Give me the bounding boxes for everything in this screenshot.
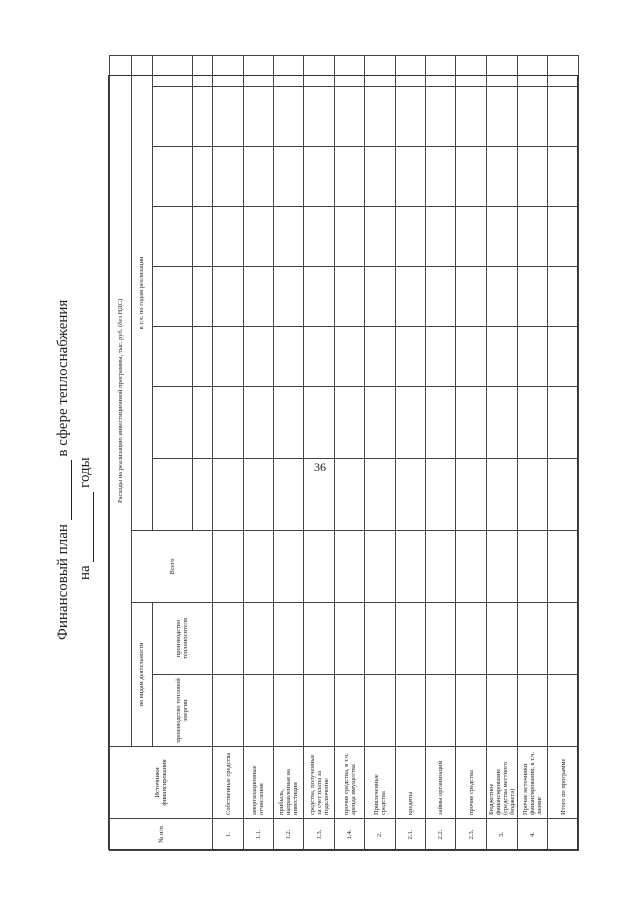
value-cell[interactable] (243, 603, 273, 675)
value-cell[interactable] (425, 55, 455, 86)
value-cell[interactable] (243, 55, 273, 86)
header-year-5b (193, 207, 213, 267)
value-cell[interactable] (548, 267, 579, 327)
row-label: прибыль, направленная на инвестиции (274, 747, 304, 819)
value-cell[interactable] (243, 87, 273, 147)
value-cell[interactable] (518, 459, 548, 531)
value-cell[interactable] (365, 87, 395, 147)
value-cell[interactable] (518, 603, 548, 675)
value-cell[interactable] (274, 387, 304, 459)
value-cell[interactable] (365, 267, 395, 327)
table-row (365, 55, 395, 850)
value-cell[interactable] (548, 87, 579, 147)
page-number: 36 (314, 460, 326, 474)
value-cell[interactable] (213, 327, 243, 387)
value-cell[interactable] (213, 603, 243, 675)
value-cell[interactable] (456, 387, 486, 459)
value-cell[interactable] (518, 87, 548, 147)
value-cell[interactable] (304, 147, 334, 207)
value-cell[interactable] (334, 327, 364, 387)
value-cell[interactable] (365, 55, 395, 86)
title-blank-field (57, 460, 72, 520)
value-cell[interactable] (425, 603, 455, 675)
row-number: 2.3. (456, 819, 486, 851)
value-cell[interactable] (304, 55, 334, 86)
value-cell[interactable] (365, 531, 395, 603)
value-cell[interactable] (334, 87, 364, 147)
value-cell[interactable] (425, 675, 455, 747)
value-cell[interactable] (518, 531, 548, 603)
value-cell[interactable] (395, 603, 425, 675)
value-cell[interactable] (365, 327, 395, 387)
value-cell[interactable] (213, 87, 243, 147)
value-cell[interactable] (548, 603, 579, 675)
value-cell[interactable] (334, 387, 364, 459)
value-cell[interactable] (456, 603, 486, 675)
value-cell[interactable] (213, 147, 243, 207)
value-cell[interactable] (548, 55, 579, 86)
value-cell[interactable] (274, 459, 304, 531)
value-cell[interactable] (334, 207, 364, 267)
value-cell[interactable] (456, 459, 486, 531)
header-by-activity: по видам деятельности (132, 603, 152, 747)
value-cell[interactable] (456, 55, 486, 86)
value-cell[interactable] (486, 603, 517, 675)
value-cell[interactable] (213, 675, 243, 747)
row-number (548, 819, 579, 851)
row-number: 1. (213, 819, 243, 851)
value-cell[interactable] (518, 327, 548, 387)
value-cell[interactable] (243, 207, 273, 267)
value-cell[interactable] (365, 207, 395, 267)
value-cell[interactable] (425, 147, 455, 207)
value-cell[interactable] (456, 147, 486, 207)
row-number: 4. (518, 819, 548, 851)
row-label: Бюджетное финансирование (средства местного бюджета) (486, 747, 517, 819)
value-cell[interactable] (548, 531, 579, 603)
value-cell[interactable] (243, 267, 273, 327)
value-cell[interactable] (518, 147, 548, 207)
value-cell[interactable] (548, 147, 579, 207)
value-cell[interactable] (274, 147, 304, 207)
value-cell[interactable] (274, 603, 304, 675)
row-number: 2. (365, 819, 395, 851)
value-cell[interactable] (213, 207, 243, 267)
value-cell[interactable] (486, 55, 517, 86)
row-label: амортизационные отчисления (243, 747, 273, 819)
table-row (304, 55, 334, 850)
value-cell[interactable] (304, 603, 334, 675)
value-cell[interactable] (213, 267, 243, 327)
table-row (548, 55, 579, 850)
value-cell[interactable] (395, 387, 425, 459)
value-cell[interactable] (486, 459, 517, 531)
value-cell[interactable] (486, 675, 517, 747)
table-row (274, 55, 304, 850)
table-row (213, 55, 243, 850)
row-label: средства, полученные за счет платы за подключение (304, 747, 334, 819)
value-cell[interactable] (395, 459, 425, 531)
value-cell[interactable] (274, 207, 304, 267)
header-year-3 (152, 327, 193, 387)
value-cell[interactable] (365, 387, 395, 459)
value-cell[interactable] (213, 387, 243, 459)
value-cell[interactable] (274, 267, 304, 327)
value-cell[interactable] (456, 207, 486, 267)
value-cell[interactable] (425, 459, 455, 531)
header-year-5 (152, 207, 193, 267)
value-cell[interactable] (486, 207, 517, 267)
value-cell[interactable] (304, 675, 334, 747)
row-number: 1.3. (304, 819, 334, 851)
value-cell[interactable] (548, 327, 579, 387)
value-cell[interactable] (518, 675, 548, 747)
value-cell[interactable] (395, 327, 425, 387)
value-cell[interactable] (304, 327, 334, 387)
value-cell[interactable] (456, 267, 486, 327)
value-cell[interactable] (274, 55, 304, 86)
row-label: Собственные средства (213, 747, 243, 819)
value-cell[interactable] (274, 87, 304, 147)
row-label: займы организаций (425, 747, 455, 819)
header-year-6 (152, 147, 193, 207)
value-cell[interactable] (518, 387, 548, 459)
value-cell[interactable] (334, 531, 364, 603)
value-cell[interactable] (213, 55, 243, 86)
row-label: прочие средства (456, 747, 486, 819)
row-label: Привлеченные средства (365, 747, 395, 819)
value-cell[interactable] (304, 267, 334, 327)
value-cell[interactable] (243, 387, 273, 459)
row-number: 1.4. (334, 819, 364, 851)
table-row (486, 55, 517, 850)
value-cell[interactable] (304, 531, 334, 603)
header-year-4 (152, 267, 193, 327)
header-num: № п/п (110, 819, 213, 851)
row-label: Итого по программе (548, 747, 579, 819)
value-cell[interactable] (334, 459, 364, 531)
value-cell[interactable] (395, 531, 425, 603)
header-year-2 (152, 387, 193, 459)
value-cell[interactable] (304, 387, 334, 459)
row-number: 1.1. (243, 819, 273, 851)
header-expenses: Расходы на реализацию инвестиционной программы, тыс. руб. (без НДС) (110, 55, 132, 746)
header-year-8 (152, 55, 193, 86)
value-cell[interactable] (425, 327, 455, 387)
value-cell[interactable] (243, 327, 273, 387)
row-label: прочие средства, в т.ч. аренда имущества (334, 747, 364, 819)
value-cell[interactable] (243, 459, 273, 531)
value-cell[interactable] (395, 147, 425, 207)
value-cell[interactable] (365, 675, 395, 747)
value-cell[interactable] (518, 207, 548, 267)
value-cell[interactable] (243, 675, 273, 747)
value-cell[interactable] (486, 327, 517, 387)
value-cell[interactable] (486, 267, 517, 327)
value-cell[interactable] (456, 531, 486, 603)
financial-plan-table (109, 55, 579, 851)
value-cell[interactable] (365, 459, 395, 531)
value-cell[interactable] (274, 675, 304, 747)
value-cell[interactable] (486, 531, 517, 603)
value-cell[interactable] (486, 87, 517, 147)
financial-plan-table-frame (108, 75, 578, 850)
header-year-1b (193, 459, 213, 531)
value-cell[interactable] (213, 531, 243, 603)
value-cell[interactable] (274, 531, 304, 603)
row-number: 2.1. (395, 819, 425, 851)
value-cell[interactable] (334, 675, 364, 747)
header-year-7b (193, 87, 213, 147)
header-year-1 (152, 459, 193, 531)
title-block (55, 290, 95, 650)
table-row (243, 55, 273, 850)
value-cell[interactable] (395, 267, 425, 327)
value-cell[interactable] (486, 387, 517, 459)
value-cell[interactable] (518, 55, 548, 86)
header-year-8b (193, 55, 213, 86)
title-suffix: в сфере теплоснабжения (55, 299, 71, 457)
value-cell[interactable] (243, 531, 273, 603)
value-cell[interactable] (548, 675, 579, 747)
header-year-3b (193, 327, 213, 387)
table-row (395, 55, 425, 850)
value-cell[interactable] (425, 267, 455, 327)
value-cell[interactable] (395, 675, 425, 747)
value-cell[interactable] (518, 267, 548, 327)
value-cell[interactable] (425, 531, 455, 603)
header-source: Источники финансирования (110, 747, 213, 819)
value-cell[interactable] (425, 87, 455, 147)
value-cell[interactable] (456, 327, 486, 387)
row-number: 2.2. (425, 819, 455, 851)
header-year-6b (193, 147, 213, 207)
value-cell[interactable] (365, 603, 395, 675)
header-activity-1: производство тепловой энергии (152, 675, 213, 747)
value-cell[interactable] (456, 675, 486, 747)
value-cell[interactable] (395, 87, 425, 147)
table-row (425, 55, 455, 850)
value-cell[interactable] (243, 147, 273, 207)
value-cell[interactable] (548, 459, 579, 531)
value-cell[interactable] (334, 55, 364, 86)
table-row (334, 55, 364, 850)
value-cell[interactable] (395, 55, 425, 86)
value-cell[interactable] (334, 147, 364, 207)
table-row (456, 55, 486, 850)
value-cell[interactable] (456, 87, 486, 147)
table-row (518, 55, 548, 850)
header-year-2b (193, 387, 213, 459)
value-cell[interactable] (425, 207, 455, 267)
value-cell[interactable] (213, 459, 243, 531)
header-year-7 (152, 87, 193, 147)
value-cell[interactable] (334, 603, 364, 675)
header-year-4b (193, 267, 213, 327)
value-cell[interactable] (365, 147, 395, 207)
value-cell[interactable] (395, 207, 425, 267)
value-cell[interactable] (548, 387, 579, 459)
value-cell[interactable] (274, 327, 304, 387)
header-total: Всего (132, 531, 213, 603)
value-cell[interactable] (304, 459, 334, 531)
value-cell[interactable] (486, 147, 517, 207)
title-line-1 (55, 300, 72, 640)
header-by-years: в т.ч. по годам реализации (132, 55, 152, 530)
title-years-suffix: годы (77, 457, 93, 488)
value-cell[interactable] (334, 267, 364, 327)
row-number: 1.2. (274, 819, 304, 851)
title-prefix: Финансовый план (55, 524, 71, 640)
row-label: кредиты (395, 747, 425, 819)
value-cell[interactable] (304, 87, 334, 147)
value-cell[interactable] (548, 207, 579, 267)
title-line-2 (77, 457, 94, 580)
value-cell[interactable] (304, 207, 334, 267)
value-cell[interactable] (425, 387, 455, 459)
title-years-blank (79, 492, 94, 562)
row-label: Прочие источники финансирования, в т.ч. лизинг (518, 747, 548, 819)
row-number: 3. (486, 819, 517, 851)
header-activity-2: производство теплоносителя (152, 603, 213, 675)
title-years-prefix: на (77, 565, 93, 580)
